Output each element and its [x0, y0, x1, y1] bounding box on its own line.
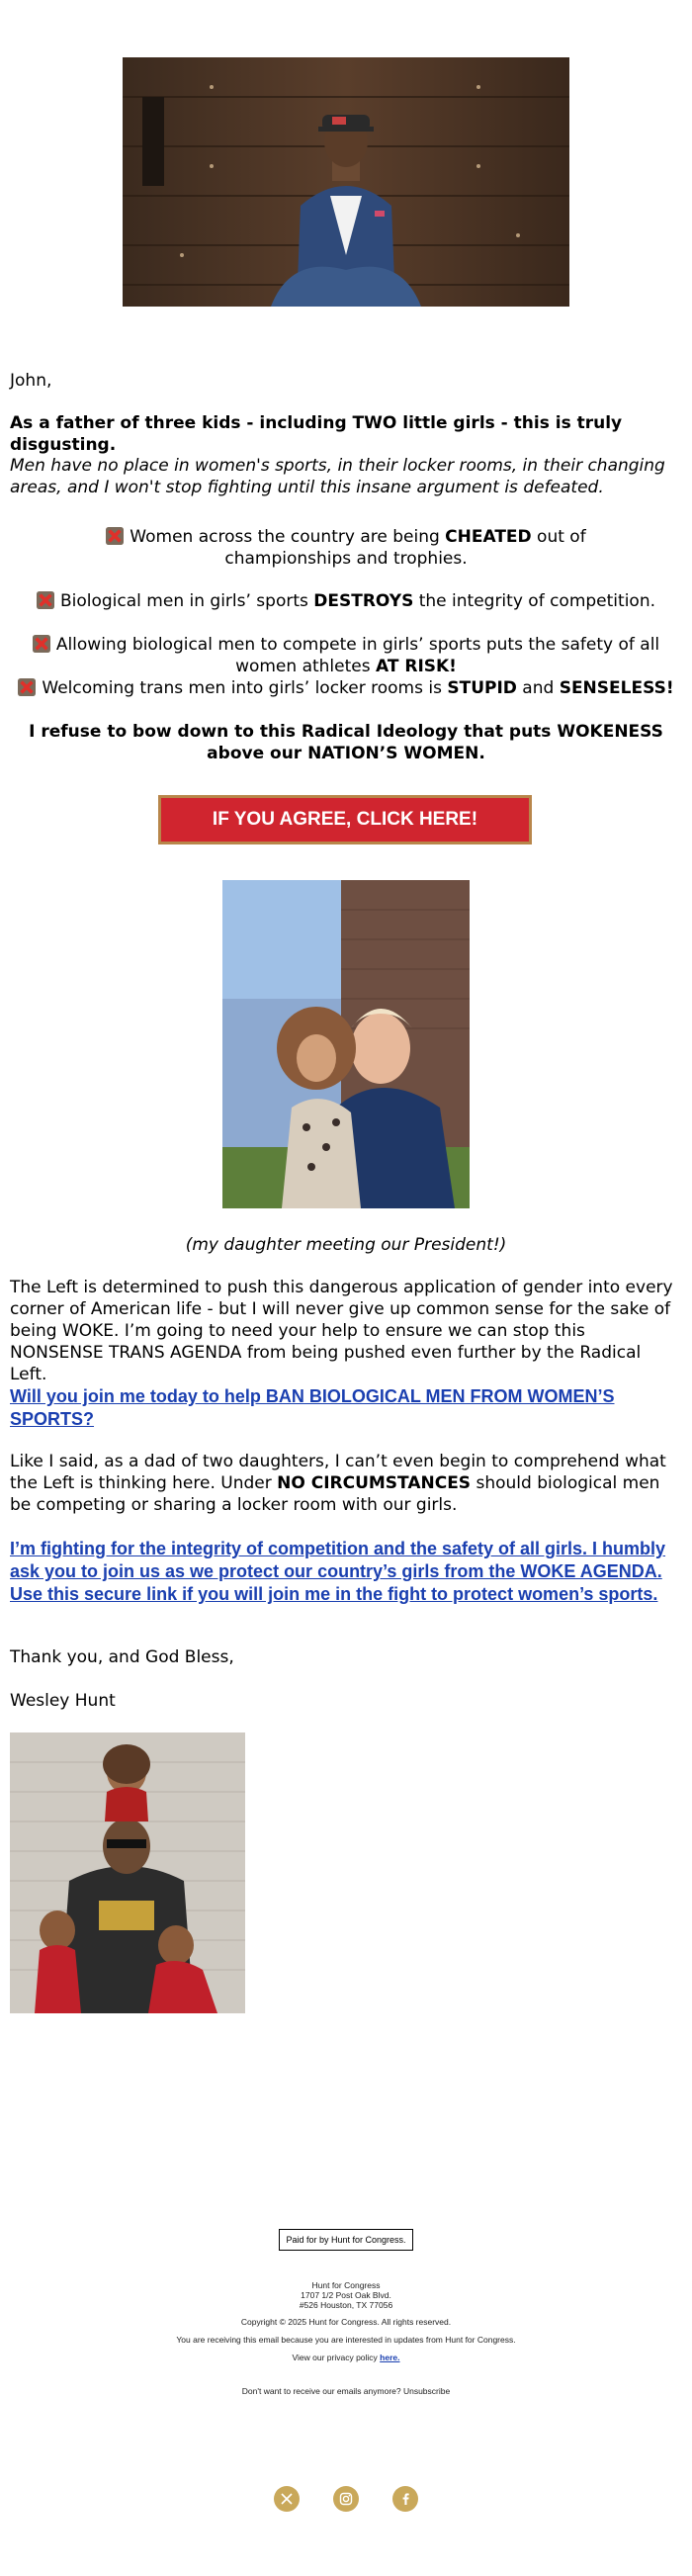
paid-for-disclaimer: Paid for by Hunt for Congress.	[279, 2229, 413, 2251]
bullet-text: Welcoming trans men into girls’ locker rooms is	[42, 678, 448, 698]
ban-link[interactable]	[10, 1385, 682, 1431]
footer-address-line2: #526 Houston, TX 77056	[299, 2300, 393, 2310]
footer-privacy	[0, 2353, 692, 2362]
signature: Wesley Hunt	[10, 1691, 116, 1711]
red-x-icon	[37, 591, 54, 609]
footer-copyright: Copyright © 2025 Hunt for Congress. All rights reserved.	[240, 2317, 452, 2327]
dad-text: Like I said, as a dad of two daughters, I can’t even begin to comprehend what the Left is thinking here. Under	[10, 1452, 666, 1493]
footer-org: Hunt for Congress	[311, 2280, 381, 2290]
greeting: John,	[10, 371, 52, 391]
facebook-icon[interactable]	[392, 2486, 418, 2512]
bullet-bold: AT RISK!	[376, 657, 457, 676]
footer-unsubscribe[interactable]: Don't want to receive our emails anymore? Unsubscribe	[241, 2386, 451, 2396]
bullet-text: and	[516, 678, 560, 698]
bullet-bold: STUPID	[447, 678, 517, 698]
instagram-icon[interactable]	[333, 2486, 359, 2512]
dad-bold: NO CIRCUMSTANCES	[277, 1473, 472, 1493]
ban-link-text[interactable]: Will you join me today to help BAN BIOLOGICAL MEN FROM WOMEN’S SPORTS?	[10, 1386, 615, 1429]
bullet-item	[10, 590, 682, 612]
bullet-text: out of championships and trophies.	[224, 527, 586, 569]
family-photo	[10, 1732, 245, 2013]
dad-paragraph	[10, 1451, 682, 1516]
headline: As a father of three kids - including TWO little girls - this is truly disgusting.	[10, 413, 623, 455]
photo-caption: (my daughter meeting our President!)	[185, 1235, 507, 1255]
dad-text: should biological men be competing or sharing a locker room with our girls.	[10, 1473, 660, 1515]
footer-receiving-notice: You are receiving this email because you are interested in updates from Hunt for Congress.	[176, 2335, 516, 2345]
intro-italic-paragraph: Men have no place in women's sports, in their locker rooms, in their changing areas, and I won't stop fighting until this insane argument is defeated.	[10, 456, 665, 497]
left-agenda-paragraph: The Left is determined to push this dangerous application of gender into every corner of American life - but I will never give up common sense for the sake of being WOKE. I’m going to need your help to ensure we can stop this NONSENSE TRANS AGENDA from being pushed even further by the Radical Left.	[10, 1278, 673, 1384]
cta-button[interactable]: IF YOU AGREE, CLICK HERE!	[158, 795, 532, 844]
bullet-item	[10, 634, 682, 677]
bullet-item	[10, 677, 682, 699]
red-x-icon	[33, 635, 50, 653]
hero-photo	[123, 57, 569, 307]
x-icon[interactable]	[274, 2486, 300, 2512]
refuse-statement: I refuse to bow down to this Radical Ideology that puts WOKENESS above our NATION’S WOMEN.	[29, 722, 663, 763]
bullet-text: Allowing biological men to compete in girls’ sports puts the safety of all women athletes	[55, 635, 660, 676]
red-x-icon	[18, 678, 36, 696]
privacy-text: View our privacy policy	[292, 2353, 381, 2362]
bullet-item	[49, 526, 643, 570]
daughter-president-photo	[222, 880, 470, 1208]
signoff: Thank you, and God Bless,	[10, 1647, 234, 1667]
bullet-bold: SENSELESS!	[559, 678, 674, 698]
bullet-text: Biological men in girls’ sports	[59, 591, 314, 611]
bullet-text: the integrity of competition.	[413, 591, 655, 611]
secure-link-text[interactable]: I’m fighting for the integrity of competition and the safety of all girls. I humbly ask you to join us as we protect our country’s girls from the WOKE AGENDA. Use this secure link if you will join me in the fight to protect women’s sports.	[10, 1539, 666, 1604]
bullet-bold: CHEATED	[445, 527, 532, 547]
bullet-text: Women across the country are being	[130, 527, 446, 547]
red-x-icon	[106, 527, 124, 545]
secure-link[interactable]	[10, 1538, 682, 1606]
footer-address-line1: 1707 1/2 Post Oak Blvd.	[301, 2290, 391, 2300]
privacy-link[interactable]: here.	[380, 2353, 400, 2362]
bullet-bold: DESTROYS	[313, 591, 414, 611]
